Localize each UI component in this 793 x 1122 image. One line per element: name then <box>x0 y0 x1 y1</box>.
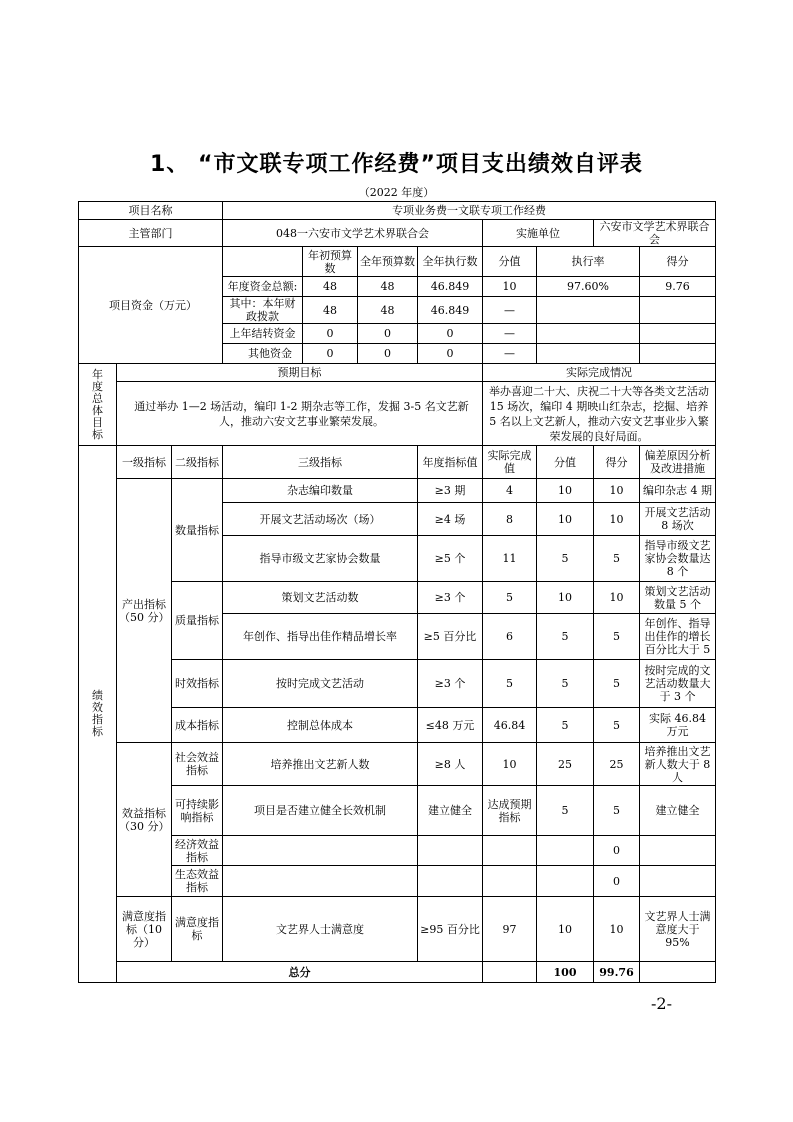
funds-score <box>640 324 716 344</box>
funds-executed: 46.849 <box>418 297 483 324</box>
indicator-target: ≥5 百分比 <box>418 614 483 660</box>
funds-initial: 48 <box>303 297 358 324</box>
page-title: 1、 “市文联专项工作经费”项目支出绩效自评表 <box>150 152 643 177</box>
indicator-name: 策划文艺活动数 <box>223 582 418 614</box>
indicator-target: 建立健全 <box>418 786 483 836</box>
indicator-note: 实际 46.84 万元 <box>640 708 716 743</box>
indicators-label: 绩效指标 <box>79 446 117 983</box>
indicator-value: 5 <box>537 536 594 582</box>
indicator-score: 5 <box>594 660 640 708</box>
project-name-label: 项目名称 <box>79 202 223 220</box>
indicator-name: 年创作、指导出佳作精品增长率 <box>223 614 418 660</box>
total-row <box>79 962 716 983</box>
indicator-value: 10 <box>537 582 594 614</box>
indicator-note: 策划文艺活动数量 5 个 <box>640 582 716 614</box>
indicator-row <box>79 786 716 836</box>
indicator-note <box>640 836 716 866</box>
funds-row-label: 年度资金总额: <box>223 277 303 297</box>
indicator-actual: 5 <box>483 582 537 614</box>
indicator-value <box>537 866 594 897</box>
indicator-target: ≥5 个 <box>418 536 483 582</box>
indicator-row <box>79 582 716 614</box>
indicator-row <box>79 836 716 866</box>
output-indicator-label: 产出指标（50 分） <box>117 479 172 743</box>
implementer-value: 六安市文学艺术界联合会 <box>594 220 716 247</box>
indicator-note: 指导市级文艺家协会数量达 8 个 <box>640 536 716 582</box>
indicator-note: 建立健全 <box>640 786 716 836</box>
indicator-value: 5 <box>537 786 594 836</box>
indicator-score: 5 <box>594 536 640 582</box>
indicator-header: 二级指标 <box>172 446 223 479</box>
funds-score-value: — <box>483 344 537 364</box>
sustain-indicator-label: 可持续影响指标 <box>172 786 223 836</box>
cost-indicator-label: 成本指标 <box>172 708 223 743</box>
indicator-value: 10 <box>537 503 594 536</box>
total-blank <box>640 962 716 983</box>
indicator-note: 年创作、指导出佳作的增长百分比大于 5 <box>640 614 716 660</box>
indicator-value: 5 <box>537 614 594 660</box>
indicator-value: 25 <box>537 743 594 786</box>
indicator-target <box>418 836 483 866</box>
funds-rate <box>537 324 640 344</box>
indicator-actual: 10 <box>483 743 537 786</box>
funds-header: 全年执行数 <box>418 247 483 277</box>
implementer-label: 实施单位 <box>483 220 594 247</box>
indicator-actual: 97 <box>483 897 537 962</box>
indicator-header: 偏差原因分析及改进措施 <box>640 446 716 479</box>
indicator-header-row <box>79 446 716 479</box>
indicator-score: 10 <box>594 582 640 614</box>
indicator-target: ≥95 百分比 <box>418 897 483 962</box>
indicator-name: 杂志编印数量 <box>223 479 418 503</box>
funds-rate: 97.60% <box>537 277 640 297</box>
funds-annual: 0 <box>358 344 418 364</box>
indicator-row <box>79 660 716 708</box>
goals-content-row <box>79 382 716 446</box>
funds-score-value: — <box>483 324 537 344</box>
indicator-actual: 5 <box>483 660 537 708</box>
funds-row-label: 上年结转资金 <box>223 324 303 344</box>
total-label: 总分 <box>117 962 483 983</box>
indicator-header: 三级指标 <box>223 446 418 479</box>
funds-header-row <box>79 247 716 277</box>
indicator-name: 文艺界人士满意度 <box>223 897 418 962</box>
funds-header: 得分 <box>640 247 716 277</box>
indicator-score: 5 <box>594 786 640 836</box>
indicator-row <box>79 708 716 743</box>
indicator-row <box>79 479 716 503</box>
funds-header: 分值 <box>483 247 537 277</box>
indicator-value: 5 <box>537 660 594 708</box>
department-value: 048一六安市文学艺术界联合会 <box>223 220 483 247</box>
funds-score-value: 10 <box>483 277 537 297</box>
expected-goal-text: 通过举办 1—2 场活动，编印 1-2 期杂志等工作，发掘 3-5 名文艺新人，推动六安文艺事业繁荣发展。 <box>117 382 483 446</box>
indicator-value: 10 <box>537 479 594 503</box>
year-subtitle: （2022 年度） <box>358 186 435 199</box>
indicator-actual: 达成预期指标 <box>483 786 537 836</box>
indicator-actual: 8 <box>483 503 537 536</box>
indicator-target: ≥3 个 <box>418 660 483 708</box>
page-number: -2- <box>651 994 672 1013</box>
expected-goal-header: 预期目标 <box>117 364 483 382</box>
indicator-note: 编印杂志 4 期 <box>640 479 716 503</box>
funds-annual: 48 <box>358 297 418 324</box>
economic-indicator-label: 经济效益指标 <box>172 836 223 866</box>
performance-table <box>78 201 716 983</box>
department-row <box>79 220 716 247</box>
indicator-actual <box>483 836 537 866</box>
actual-result-header: 实际完成情况 <box>483 364 716 382</box>
funds-header: 全年预算数 <box>358 247 418 277</box>
indicator-header: 年度指标值 <box>418 446 483 479</box>
funds-row-label: 其他资金 <box>223 344 303 364</box>
funds-score <box>640 344 716 364</box>
indicator-score: 25 <box>594 743 640 786</box>
eco-indicator-label: 生态效益指标 <box>172 866 223 897</box>
indicator-row <box>79 897 716 962</box>
indicator-name <box>223 836 418 866</box>
indicator-score: 5 <box>594 614 640 660</box>
indicator-score: 10 <box>594 897 640 962</box>
indicator-target <box>418 866 483 897</box>
funds-score: 9.76 <box>640 277 716 297</box>
effect-indicator-label: 效益指标（30 分） <box>117 743 172 897</box>
department-label: 主管部门 <box>79 220 223 247</box>
funds-rate <box>537 297 640 324</box>
quality-indicator-label: 质量指标 <box>172 582 223 660</box>
indicator-header: 分值 <box>537 446 594 479</box>
funds-score <box>640 297 716 324</box>
satisfaction-indicator-label: 满意度指标（10 分） <box>117 897 172 962</box>
funds-executed: 0 <box>418 324 483 344</box>
funds-executed: 0 <box>418 344 483 364</box>
indicator-note <box>640 866 716 897</box>
indicator-row <box>79 866 716 897</box>
actual-result-text: 举办喜迎二十大、庆祝二十大等各类文艺活动 15 场次，编印 4 期映山红杂志，挖掘、培养 5 名以上文艺新人，推动六安文艺事业步入繁荣发展的良好局面。 <box>483 382 716 446</box>
indicator-name: 开展文艺活动场次（场） <box>223 503 418 536</box>
funds-annual: 48 <box>358 277 418 297</box>
indicator-score: 0 <box>594 836 640 866</box>
indicator-target: ≥8 人 <box>418 743 483 786</box>
indicator-note: 开展文艺活动 8 场次 <box>640 503 716 536</box>
funds-row-label: 其中：本年财政拨款 <box>223 297 303 324</box>
indicator-actual: 11 <box>483 536 537 582</box>
indicator-header: 实际完成值 <box>483 446 537 479</box>
goals-header-row <box>79 364 716 382</box>
indicator-score: 0 <box>594 866 640 897</box>
funds-initial: 0 <box>303 344 358 364</box>
indicator-score: 10 <box>594 479 640 503</box>
indicator-name: 按时完成文艺活动 <box>223 660 418 708</box>
indicator-target: ≥3 期 <box>418 479 483 503</box>
funds-initial: 48 <box>303 277 358 297</box>
social-indicator-label: 社会效益指标 <box>172 743 223 786</box>
satisfaction2-indicator-label: 满意度指标 <box>172 897 223 962</box>
project-name-value: 专项业务费一文联专项工作经费 <box>223 202 716 220</box>
indicator-target: ≤48 万元 <box>418 708 483 743</box>
total-value: 100 <box>537 962 594 983</box>
indicator-target: ≥3 个 <box>418 582 483 614</box>
indicator-note: 按时完成的文艺活动数量大于 3 个 <box>640 660 716 708</box>
indicator-score: 10 <box>594 503 640 536</box>
indicator-actual: 46.84 <box>483 708 537 743</box>
indicator-score: 5 <box>594 708 640 743</box>
indicator-value: 10 <box>537 897 594 962</box>
indicator-note: 培养推出文艺新人数大于 8 人 <box>640 743 716 786</box>
indicator-name: 控制总体成本 <box>223 708 418 743</box>
indicator-actual: 4 <box>483 479 537 503</box>
funds-header: 执行率 <box>537 247 640 277</box>
indicator-target: ≥4 场 <box>418 503 483 536</box>
timeliness-indicator-label: 时效指标 <box>172 660 223 708</box>
funds-executed: 46.849 <box>418 277 483 297</box>
project-name-row <box>79 202 716 220</box>
funds-header: 年初预算数 <box>303 247 358 277</box>
funds-score-value: — <box>483 297 537 324</box>
indicator-name <box>223 866 418 897</box>
indicator-header: 一级指标 <box>117 446 172 479</box>
quantity-indicator-label: 数量指标 <box>172 479 223 582</box>
indicator-name: 培养推出文艺新人数 <box>223 743 418 786</box>
total-score: 99.76 <box>594 962 640 983</box>
indicator-value: 5 <box>537 708 594 743</box>
indicator-header: 得分 <box>594 446 640 479</box>
indicator-value <box>537 836 594 866</box>
funds-rate <box>537 344 640 364</box>
funds-initial: 0 <box>303 324 358 344</box>
indicator-actual <box>483 866 537 897</box>
indicator-row <box>79 743 716 786</box>
indicator-name: 项目是否建立健全长效机制 <box>223 786 418 836</box>
funds-annual: 0 <box>358 324 418 344</box>
indicator-name: 指导市级文艺家协会数量 <box>223 536 418 582</box>
funds-header-blank <box>223 247 303 277</box>
total-blank <box>483 962 537 983</box>
indicator-actual: 6 <box>483 614 537 660</box>
indicator-note: 文艺界人士满意度大于 95% <box>640 897 716 962</box>
goals-label: 年度总体目标 <box>79 364 117 446</box>
funds-label: 项目资金（万元） <box>79 247 223 364</box>
